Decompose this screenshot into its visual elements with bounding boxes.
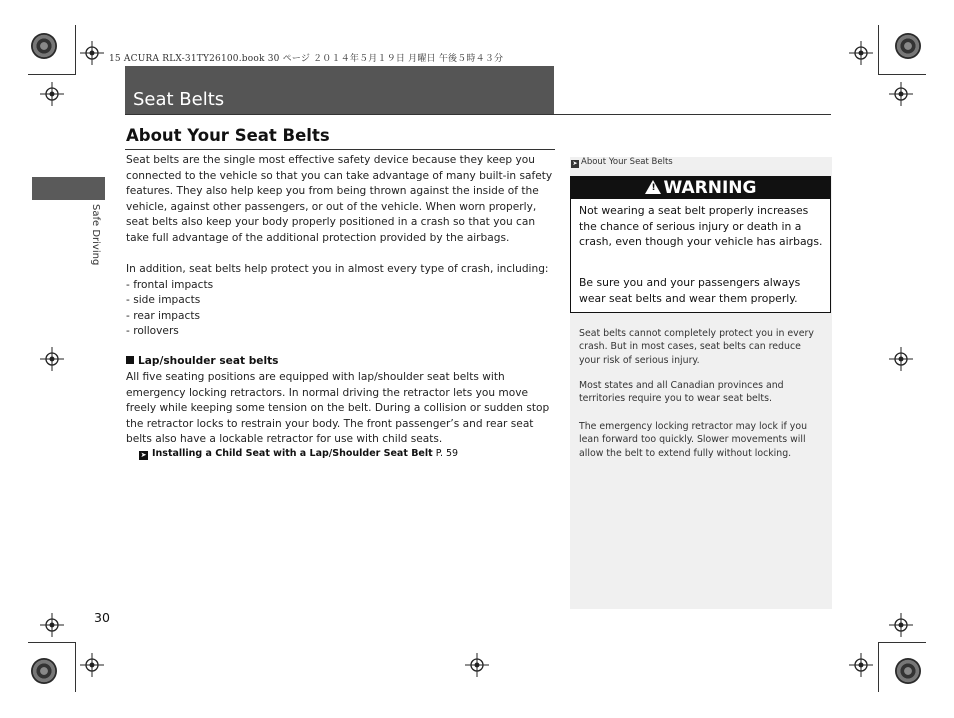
intro-paragraph: Seat belts are the single most effective safety device because they keep you connected to the vehicle so that you can take advantage of many built-in safety features. They also help keep you from being thrown against the inside of the vehicle, against other passengers, or out of the vehicle. When worn properly, seat belts also keep your body properly positioned in a crash so that you can take full advantage of the additional protection provided by the airbags. xyxy=(126,154,553,244)
sidebar-note-1: Seat belts cannot completely protect you in every crash. But in most cases, seat belts can reduce your risk of serious injury. xyxy=(579,328,814,366)
crosshair-br1 xyxy=(849,653,873,677)
crosshair-tr2 xyxy=(889,82,913,106)
xref-title: Installing a Child Seat with a Lap/Shoulder Seat Belt xyxy=(152,448,433,459)
subsection-body: All five seating positions are equipped with lap/shoulder seat belts with emergency locking retractors. In normal driving the retractor lets you move freely while keeping some tension on the belt. During a collision or sudden stop the retractor locks to restrain your body. The front passenger’s and rear seat belts also have a lockable retractor for use with child seats. xyxy=(126,371,550,446)
sidebar-reference-label xyxy=(571,157,673,168)
side-tab-label: Safe Driving xyxy=(90,204,101,266)
section-divider xyxy=(125,114,831,115)
crosshair-mr xyxy=(889,347,913,371)
crosshair-br2 xyxy=(889,613,913,637)
sidebar-note-3: The emergency locking retractor may lock if you lean forward too quickly. Slower movements will allow the belt to extend fully without locking. xyxy=(579,421,808,459)
registration-rosette-br xyxy=(895,658,921,684)
warning-box xyxy=(570,176,831,313)
reference-arrow-icon: ➤ xyxy=(572,160,578,167)
warning-triangle-icon: ! xyxy=(645,180,661,194)
registration-rosette-tl xyxy=(31,33,57,59)
crash-types-block xyxy=(126,262,556,340)
list-item: - side impacts xyxy=(126,294,201,307)
list-item: - rollovers xyxy=(126,325,179,338)
page-heading: About Your Seat Belts xyxy=(126,126,330,145)
cross-reference-link[interactable] xyxy=(139,448,458,460)
square-bullet-icon xyxy=(126,356,134,364)
warning-header xyxy=(571,177,830,199)
sidebar-note-2: Most states and all Canadian provinces and territories require you to wear seat belts. xyxy=(579,380,784,405)
subsection-heading xyxy=(126,355,279,367)
side-tab-marker xyxy=(32,177,105,200)
section-title: Seat Belts xyxy=(133,89,225,110)
crosshair-bl1 xyxy=(40,613,64,637)
ref-label-text: About Your Seat Belts xyxy=(581,157,673,167)
crosshair-bl2 xyxy=(80,653,104,677)
crash-intro: In addition, seat belts help protect you in almost every type of crash, including: xyxy=(126,263,549,275)
crosshair-bc xyxy=(465,653,489,677)
page-number: 30 xyxy=(94,610,110,625)
warning-title: WARNING xyxy=(663,178,757,198)
xref-page: P. 59 xyxy=(435,448,459,459)
registration-rosette-bl xyxy=(31,658,57,684)
heading-divider xyxy=(125,149,555,150)
list-item: - frontal impacts xyxy=(126,278,214,291)
warning-paragraph-1: Not wearing a seat belt properly increases the chance of serious injury or death in a crash, even though your vehicle has airbags. xyxy=(579,204,823,249)
crosshair-ml xyxy=(40,347,64,371)
crosshair-tr1 xyxy=(849,41,873,65)
subsection-title: Lap/shoulder seat belts xyxy=(138,355,279,367)
crosshair-tl2 xyxy=(40,82,64,106)
list-item: - rear impacts xyxy=(126,309,201,322)
reference-arrow-icon: ➤ xyxy=(140,451,147,459)
print-header: 15 ACURA RLX-31TY26100.book 30 ページ ２０１４年５月１９日 月曜日 午後５時４３分 xyxy=(109,54,504,64)
crosshair-tl1 xyxy=(80,41,104,65)
warning-paragraph-2: Be sure you and your passengers always wear seat belts and wear them properly. xyxy=(579,276,801,305)
registration-rosette-tr xyxy=(895,33,921,59)
